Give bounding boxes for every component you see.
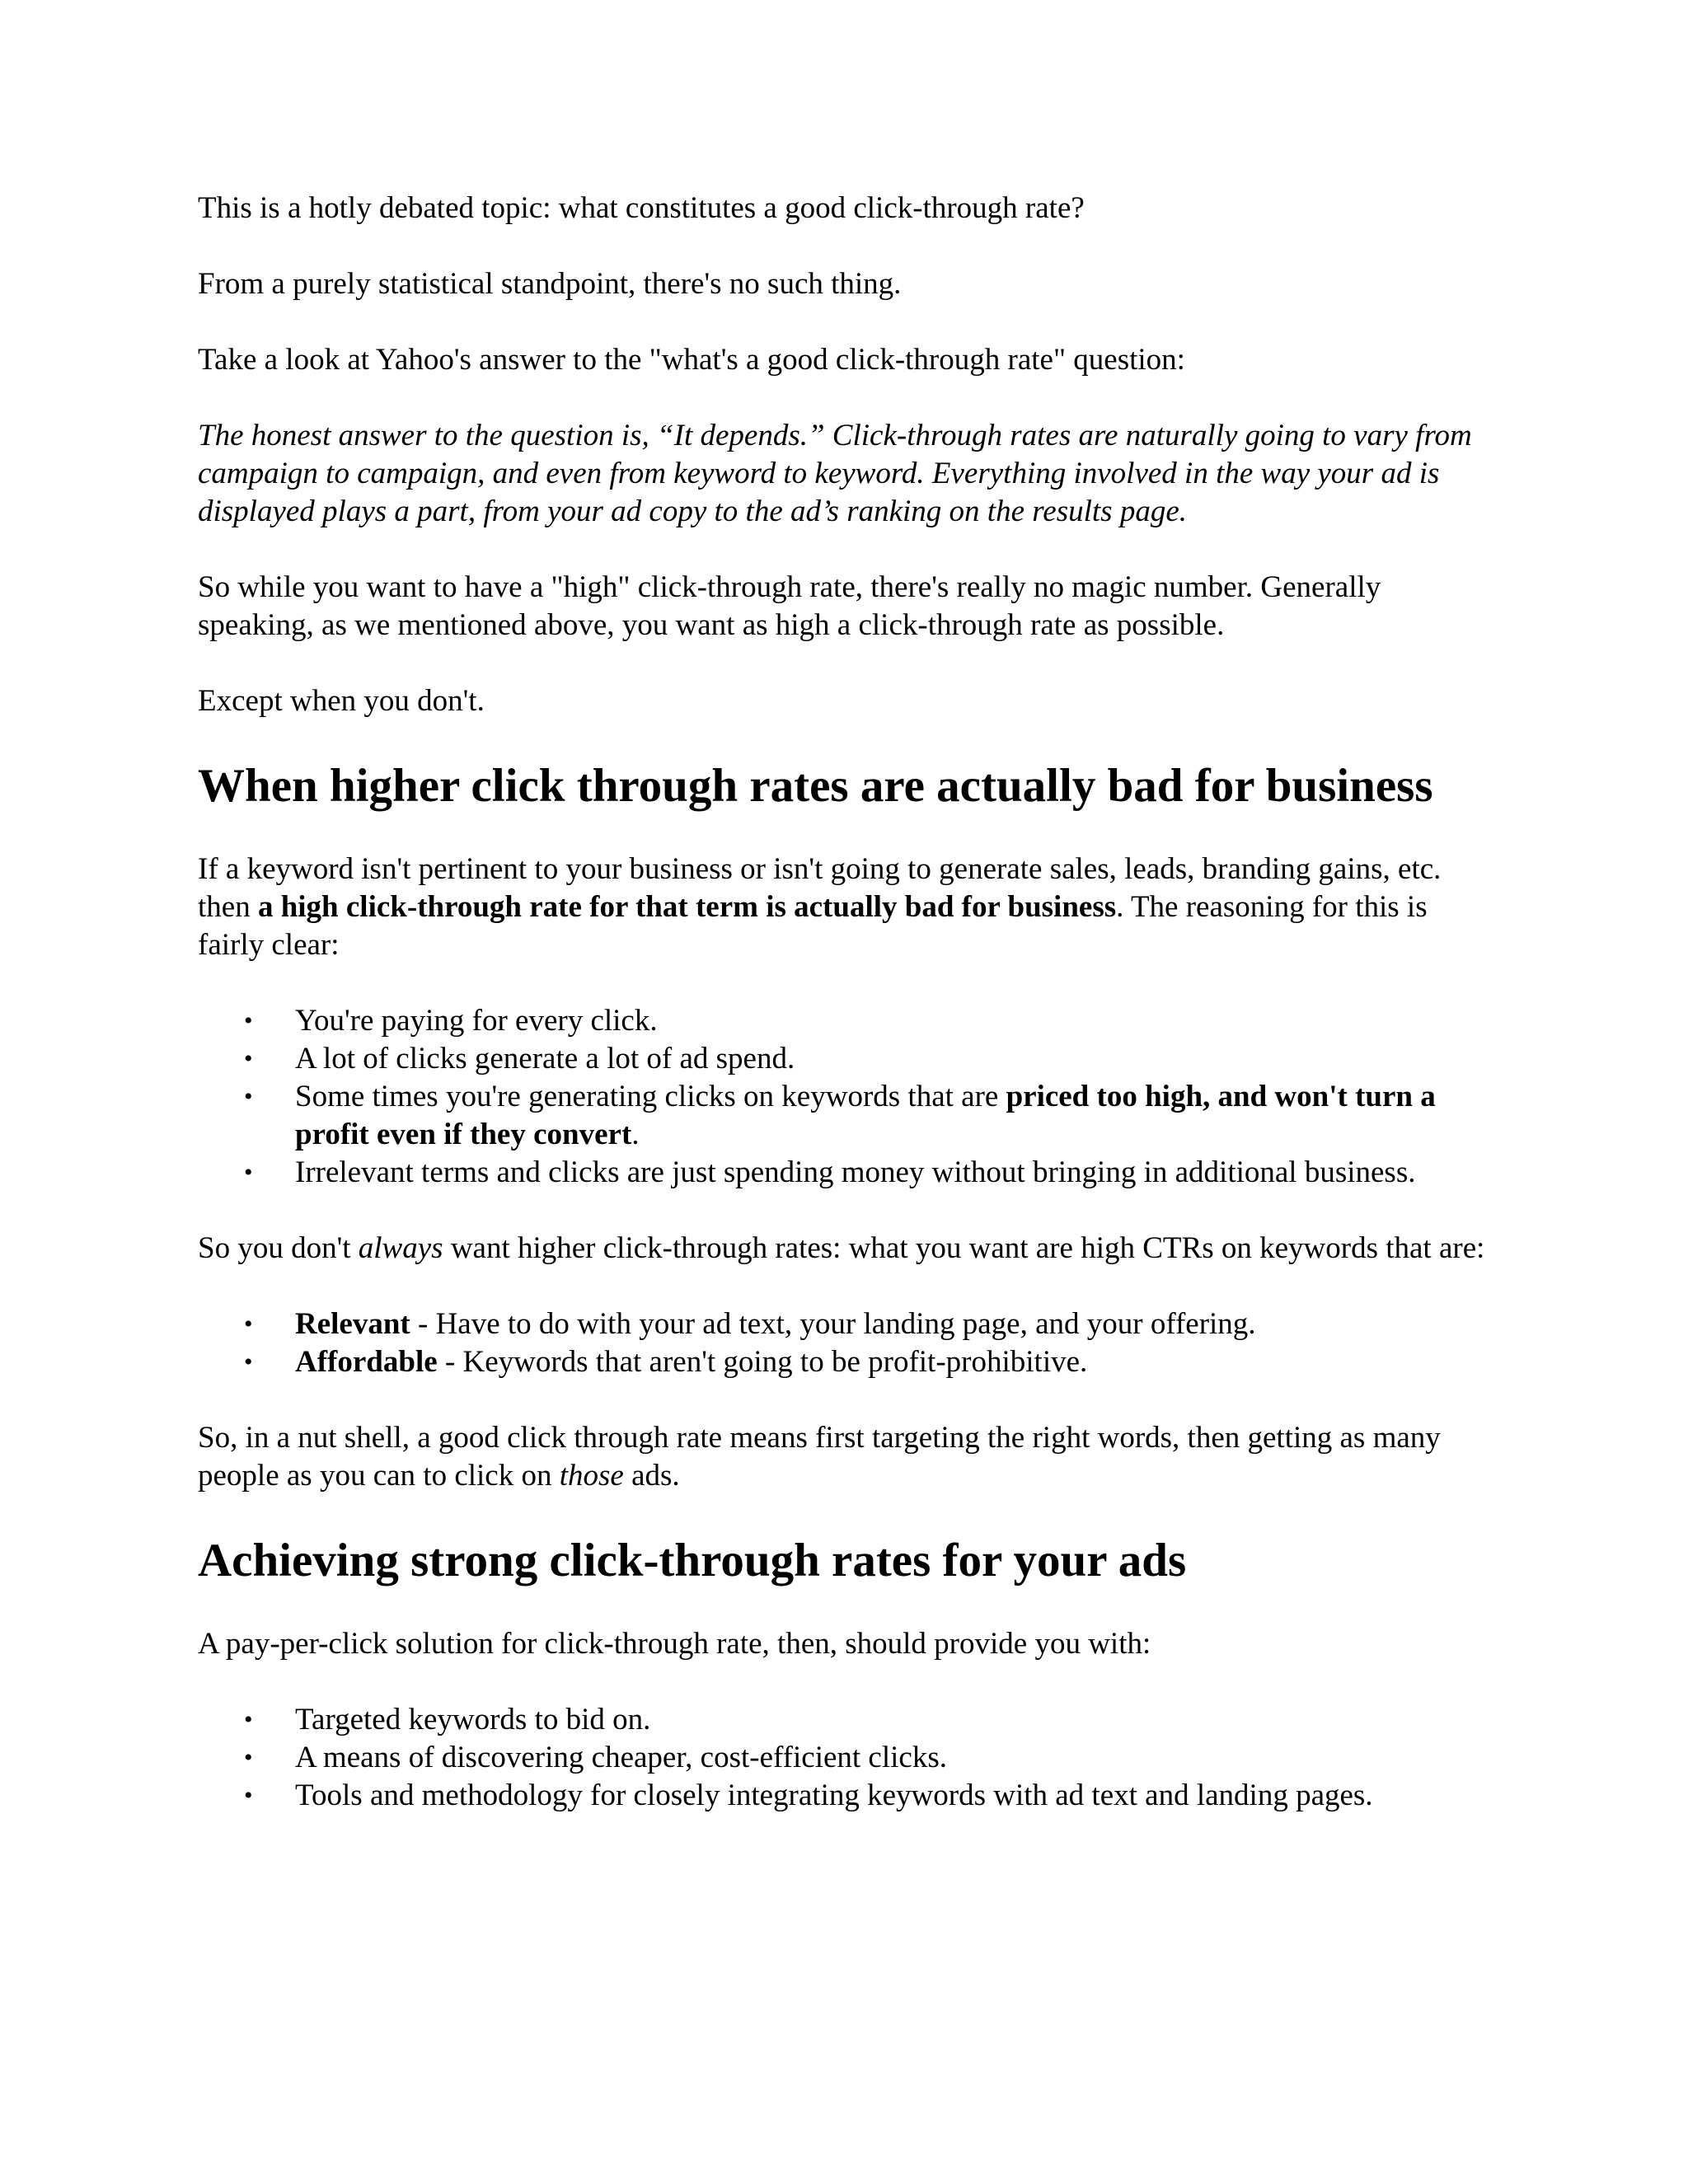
bullet-icon: • [244, 1782, 253, 1809]
bold-text: Relevant [295, 1307, 410, 1341]
paragraph-except: Except when you don't. [198, 684, 485, 718]
paragraph-yahoo: Take a look at Yahoo's answer to the "what's a good click-through rate" question: [198, 343, 1185, 377]
list-item [198, 1701, 1500, 1739]
list-item [198, 1154, 1500, 1192]
bold-text: Affordable [295, 1345, 438, 1379]
bullet-icon: • [244, 1007, 253, 1034]
bullet-icon: • [244, 1159, 253, 1186]
heading-achieving-ctr: Achieving strong click-through rates for your ads [198, 1535, 1187, 1586]
list-item-text: - Keywords that aren't going to be profit-prohibitive. [437, 1345, 1088, 1379]
paragraph-nutshell [198, 1419, 1500, 1495]
text-segment: So, in a nut shell, a good click through rate means first targeting the right words, then getting as many people as you can to click on [198, 1421, 1441, 1493]
list-item-text: - Have to do with your ad text, your landing page, and your offering. [410, 1307, 1256, 1341]
bullet-icon: • [244, 1083, 253, 1110]
list-item-text: A lot of clicks generate a lot of ad spend. [295, 1042, 795, 1076]
heading-bad-for-business: When higher click through rates are actually bad for business [198, 760, 1433, 812]
reasons-list [198, 1002, 1500, 1192]
list-item-text: Tools and methodology for closely integrating keywords with ad text and landing pages. [295, 1779, 1373, 1812]
list-item-text: Targeted keywords to bid on. [295, 1703, 651, 1736]
text-segment: want higher click-through rates: what you want are high CTRs on keywords that are: [443, 1231, 1485, 1265]
bullet-icon: • [244, 1706, 253, 1733]
criteria-list [198, 1305, 1500, 1381]
italic-text: those [559, 1459, 624, 1493]
list-item-text: You're paying for every click. [295, 1004, 658, 1038]
list-item-text: Some times you're generating clicks on keywords that are [295, 1080, 1006, 1113]
list-item [198, 1739, 1500, 1777]
paragraph-high-ctr: So while you want to have a "high" click-through rate, there's really no magic number. Generally speaking, as we mentioned above, you want as high a click-through rate as possible. [198, 570, 1381, 642]
bold-text: priced too high, and won't turn a profit even if they convert [295, 1080, 1436, 1151]
italic-text: always [358, 1231, 443, 1265]
quote-yahoo: The honest answer to the question is, “It depends.” Click-through rates are naturally going to vary from campaign to campaign, and even from keyword to keyword. Everything involved in the way your ad is displayed plays a part, from your ad copy to the ad’s ranking on the results page. [198, 419, 1472, 528]
list-item [198, 1002, 1500, 1040]
text-segment: ads. [623, 1459, 680, 1493]
bold-text: a high click-through rate for that term is actually bad for business [257, 890, 1117, 924]
list-item [198, 1078, 1500, 1154]
bullet-icon: • [244, 1045, 253, 1072]
list-item-text: Irrelevant terms and clicks are just spending money without bringing in additional business. [295, 1155, 1416, 1189]
document-page [198, 190, 1500, 1853]
list-item [198, 1777, 1500, 1815]
list-item-text: A means of discovering cheaper, cost-efficient clicks. [295, 1741, 947, 1774]
paragraph-ppc-solution: A pay-per-click solution for click-through rate, then, should provide you with: [198, 1627, 1151, 1661]
list-item [198, 1040, 1500, 1078]
paragraph-pertinent [198, 851, 1500, 964]
solution-list [198, 1701, 1500, 1815]
list-item [198, 1305, 1500, 1343]
list-item-text: . [631, 1118, 640, 1151]
text-segment: So you don't [198, 1231, 359, 1265]
text-segment: . The reasoning for this is fairly clear: [198, 890, 1428, 962]
list-item [198, 1343, 1500, 1381]
paragraph-intro: This is a hotly debated topic: what constitutes a good click-through rate? [198, 191, 1085, 225]
paragraph-always [198, 1230, 1500, 1268]
bullet-icon: • [244, 1310, 253, 1338]
paragraph-statistical: From a purely statistical standpoint, there's no such thing. [198, 267, 902, 301]
bullet-icon: • [244, 1348, 253, 1376]
bullet-icon: • [244, 1744, 253, 1771]
text-segment: If a keyword isn't pertinent to your business or isn't going to generate sales, leads, branding gains, etc. then [198, 852, 1442, 924]
